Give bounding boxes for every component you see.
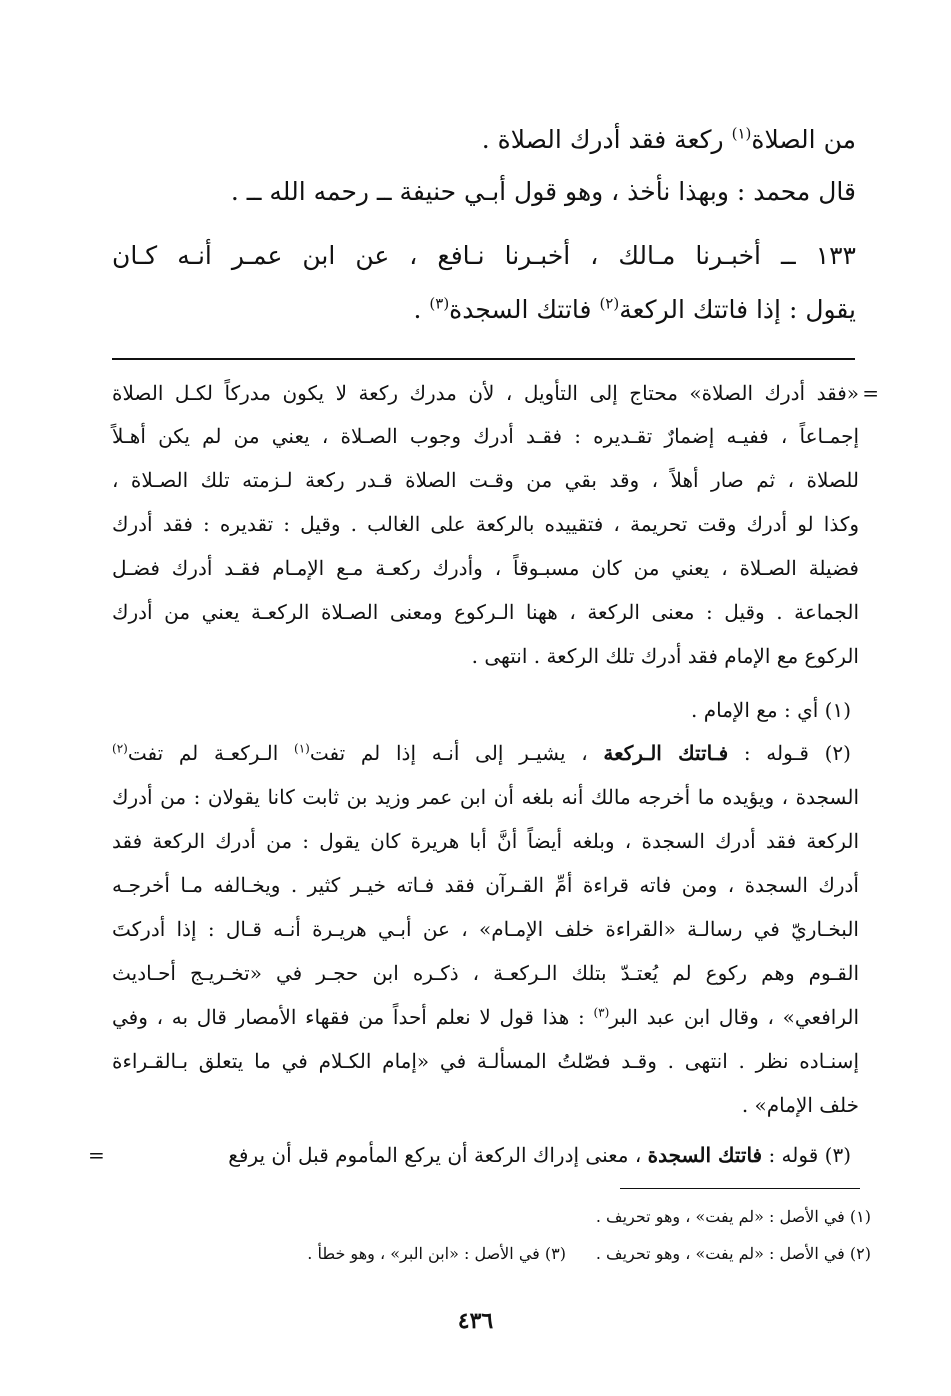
note-2-line: خلف الإمام» .: [741, 1093, 859, 1117]
commentary-divider: [112, 358, 855, 360]
hadith-133-line: ١٣٣ ــ أخبـرنا مـالك ، أخبـرنا نـافع ، عن ابن عمـر أنـه كـان: [112, 241, 856, 270]
note-lemma: فاتتك السجدة: [647, 1143, 763, 1167]
commentary-line: فضيلة الصـلاة ، يعني من كان مسبـوقاً ، وأدرك ركعـة مـع الإمـام فقـد أدرك فضـل: [112, 556, 859, 580]
footnote-ref: (٣): [429, 294, 450, 313]
note-text: الرافعي» ، وقال ابن عبد البر: [609, 1005, 860, 1029]
main-text-fragment: فاتتك السجدة: [449, 295, 600, 324]
note-2-line: أدرك السجدة ، ومن فاته قراءة أمِّ القـرآن فقد فـاته خيـر كثير . ويخـالفه مـا أخرجـه: [112, 873, 859, 897]
footnote-ref: (٣): [593, 1005, 610, 1020]
footnote-ref: (٢): [599, 294, 620, 313]
note-lemma: فـاتتك الـركعة: [603, 741, 729, 765]
note-2-line: البخـاريّ في رسالـة «القراءة خلف الإمـام» ، عن أبـي هريـرة أنـه قـال : إذا أدركتَ: [112, 917, 859, 941]
footnote-3: (٣) في الأصل : «ابن البر» ، وهو خطأ .: [307, 1244, 566, 1263]
note-2-first-line: [112, 738, 851, 768]
main-text-fragment: .: [413, 295, 430, 324]
main-text-line-2: قال محمد : وبهذا نأخذ ، وهو قول أبـي حنيفة ــ رحمه الله ــ .: [230, 177, 856, 206]
note-2-line: [112, 1002, 859, 1032]
footnote-ref: (٢): [112, 741, 128, 756]
note-2-line: الركعة فقد أدرك السجدة ، وبلغه أيضاً أنَّ أبا هريرة كان يقول : من أدرك الركعة فقد: [112, 829, 859, 853]
note-number: (٢): [824, 741, 851, 765]
note-text: ، معنى إدراك الركعة أن يركع المأموم قبل أن يرفع: [228, 1143, 648, 1167]
commentary-line: الجماعة . وقيل : معنى الركعة ، ههنا الـركوع ومعنى الصـلاة الركعـة يعني من أدرك: [112, 600, 859, 624]
footnote-ref: (١): [731, 124, 752, 143]
main-text-line-1: [482, 122, 856, 158]
footnote-2: (٢) في الأصل : «لم يفت» ، وهو تحريف .: [595, 1244, 871, 1263]
note-2-line: القـوم وهم ركوع لم يُعتـدّ بتلك الـركعـة ، ذكـره ابن حجـر في «تخـريـج أحـاديث: [112, 961, 859, 985]
note-text: قوله :: [762, 1143, 825, 1167]
footnote-divider: [620, 1188, 860, 1189]
footnote-1: (١) في الأصل : «لم يفت» ، وهو تحريف .: [595, 1207, 871, 1226]
main-text-line-4: [413, 292, 856, 328]
note-text: : هذا قول لا نعلم أحداً من فقهاء الأمصار قال به ، وفي: [112, 1005, 594, 1029]
note-text: قـوله :: [728, 741, 825, 765]
commentary-line: إجمـاعاً ، ففيـه إضمارٌ تقـديره : فقـد أدرك وجوب الصـلاة ، يعني من لم يكن أهـلاً: [112, 424, 859, 448]
continuation-mark-start: =: [862, 381, 879, 405]
footnote-ref: (١): [294, 741, 310, 756]
page-number: ٤٣٦: [457, 1308, 494, 1334]
note-number: (٣): [824, 1143, 851, 1167]
main-text-fragment: ركعة فقد أدرك الصلاة .: [481, 125, 732, 154]
commentary-line: الركوع مع الإمام فقد أدرك تلك الركعة . انتهى .: [471, 644, 859, 668]
commentary-line: للصلاة ، ثم صار أهلاً ، وقد بقي من وقـت الصلاة قـدر ركعة لـزمته تلك الصـلاة ،: [112, 468, 859, 492]
note-3: [228, 1140, 851, 1170]
commentary-line: «فقد أدرك الصلاة» محتاج إلى التأويل ، لأن مدرك ركعة لا يكون مدركاً لكـل الصلاة: [112, 381, 859, 405]
note-2-line: السجدة ، ويؤيده ما أخرجه مالك أنه بلغه أن ابن عمر وزيد بن ثابت كانا يقولان : من أدرك: [112, 785, 859, 809]
continuation-mark-end: =: [88, 1143, 105, 1167]
note-text: الـركعـة لم تفت: [127, 741, 294, 765]
note-2-line: إسنـاده نظر . انتهى . وقـد فصّلتُ المسألـة في «إمام الكـلام في ما يتعلق بـالقـراءة: [112, 1049, 859, 1073]
main-text-fragment: يقول : إذا فاتتك الركعة: [619, 295, 856, 324]
main-text-fragment: من الصلاة: [751, 125, 856, 154]
note-1: (١) أي : مع الإمام .: [691, 698, 851, 722]
commentary-line: وكذا لو أدرك وقت تحريمة ، فتقييده بالركعة على الغالب . وقيل : تقديره : فقد أدرك: [112, 512, 859, 536]
note-text: ، يشيـر إلى أنـه إذا لم تفت: [309, 741, 604, 765]
